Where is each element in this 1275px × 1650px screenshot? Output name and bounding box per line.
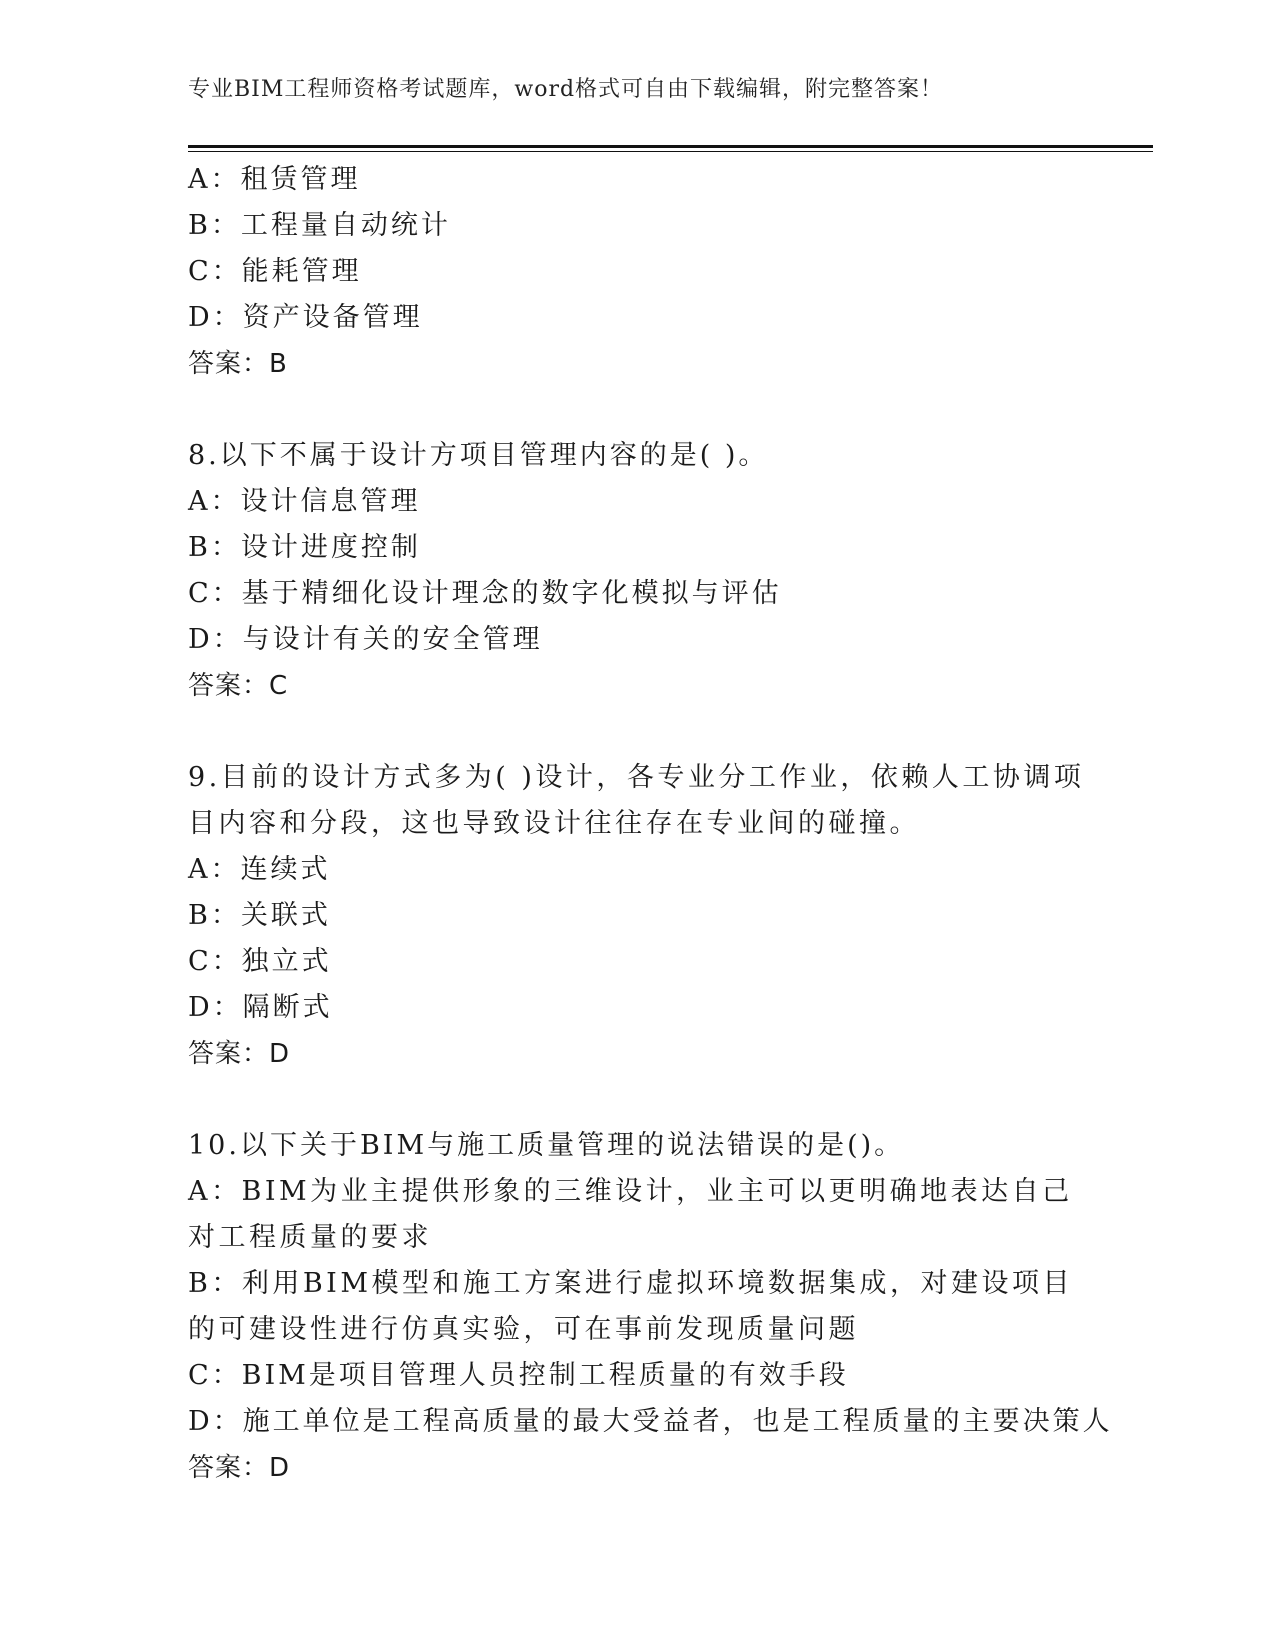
question-10-option-a: A：BIM为业主提供形象的三维设计，业主可以更明确地表达自己对工程质量的要求 [188, 1176, 1073, 1253]
spacer [188, 387, 1088, 433]
page-header: 专业BIM工程师资格考试题库，word格式可自由下载编辑，附完整答案！ [188, 77, 944, 102]
question-9-block [188, 755, 1088, 1077]
question-8-block [188, 433, 1088, 709]
question-10-stem: 10.以下关于BIM与施工质量管理的说法错误的是()。 [188, 1130, 905, 1161]
question-9-option-d: D：隔断式 [188, 992, 333, 1023]
question-10-option-d: D：施工单位是工程高质量的最大受益者，也是工程质量的主要决策人 [188, 1406, 1113, 1437]
question-9-stem: 9.目前的设计方式多为( )设计，各专业分工作业，依赖人工协调项目内容和分段，这也导致设计往往存在专业间的碰撞。 [188, 762, 1085, 839]
question-8-option-c: C：基于精细化设计理念的数字化模拟与评估 [188, 578, 782, 609]
question-7-answer: 答案：B [188, 349, 288, 379]
question-10-option-b: B：利用BIM模型和施工方案进行虚拟环境数据集成，对建设项目的可建设性进行仿真实验，可在事前发现质量问题 [188, 1268, 1073, 1345]
spacer [188, 709, 1088, 755]
header-rule-thick [188, 145, 1153, 148]
question-7-option-d: D：资产设备管理 [188, 302, 423, 333]
question-9-answer: 答案：D [188, 1039, 291, 1069]
question-7-option-a: A：租赁管理 [188, 164, 361, 195]
header-rule-thin [188, 151, 1153, 152]
question-9-option-a: A：连续式 [188, 854, 331, 885]
question-9-option-c: C：独立式 [188, 946, 332, 977]
question-7-option-b: B：工程量自动统计 [188, 210, 451, 241]
question-8-option-d: D：与设计有关的安全管理 [188, 624, 543, 655]
question-10-block [188, 1123, 1113, 1491]
question-8-stem: 8.以下不属于设计方项目管理内容的是( )。 [188, 440, 769, 471]
question-7-block [188, 157, 1088, 387]
question-8-option-a: A：设计信息管理 [188, 486, 421, 517]
question-content [188, 157, 1113, 1491]
question-8-answer: 答案：C [188, 671, 289, 701]
question-10-option-c: C：BIM是项目管理人员控制工程质量的有效手段 [188, 1360, 849, 1391]
question-10-answer: 答案：D [188, 1453, 291, 1483]
question-9-option-b: B：关联式 [188, 900, 331, 931]
question-7-option-c: C：能耗管理 [188, 256, 362, 287]
spacer [188, 1077, 1088, 1123]
question-8-option-b: B：设计进度控制 [188, 532, 421, 563]
